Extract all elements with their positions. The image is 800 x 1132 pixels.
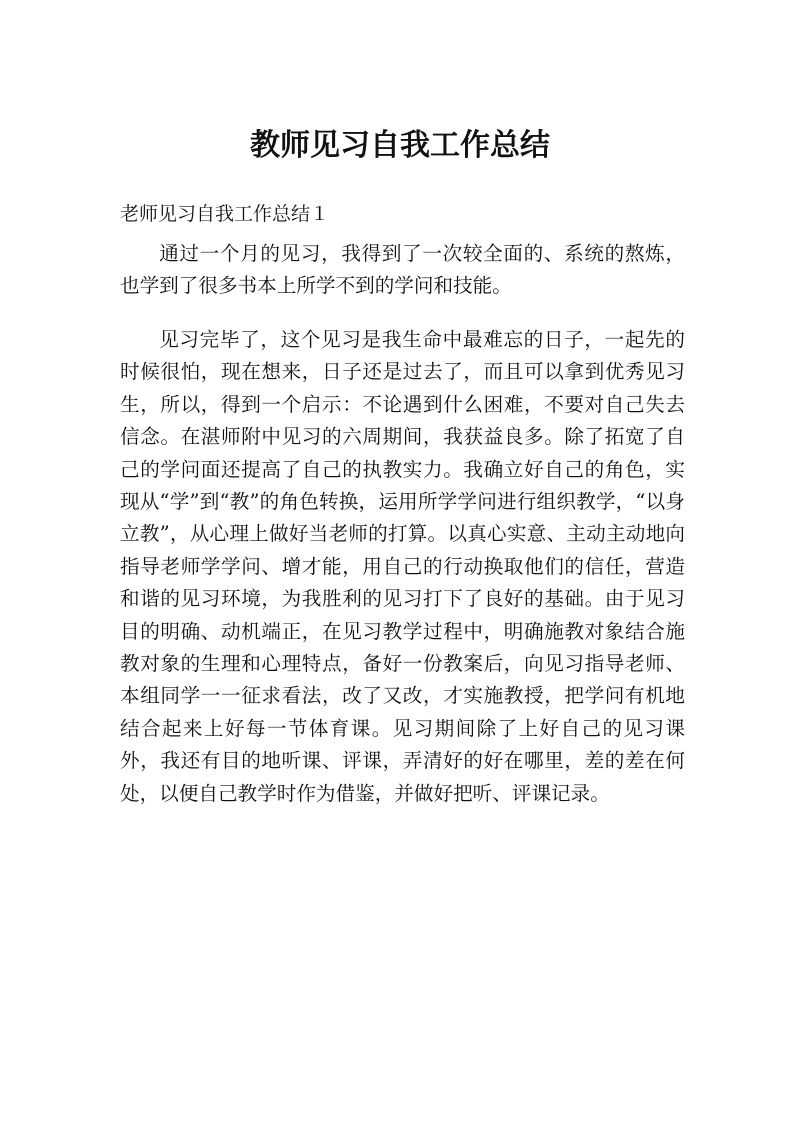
- section-heading: 老师见习自我工作总结１: [120, 203, 330, 225]
- document-title: 教师见习自我工作总结: [250, 128, 550, 163]
- paragraph-1: 通过一个月的见习，我得到了一次较全面的、系统的熬炼，也学到了很多书本上所学不到的学问和技能。: [120, 242, 685, 298]
- paragraph-2: 见习完毕了，这个见习是我生命中最难忘的日子，一起先的时候很怕，现在想来，日子还是过去了，而且可以拿到优秀见习生，所以，得到一个启示：不论遇到什么困难，不要对自己失去信念。在湛师附中见习的六周期间，我获益良多。除了拓宽了自己的学问面还提高了自己的执教实力。我确立好自己的角色，实现从“学”到“教”的角色转换，运用所学学问进行组织教学，“以身立教”，从心理上做好当老师的打算。以真心实意、主动主动地向指导老师学学问、增才能，用自己的行动换取他们的信任，营造和谐的见习环境，为我胜利的见习打下了良好的基础。由于见习目的明确、动机端正，在见习教学过程中，明确施教对象结合施教对象的生理和心理特点，备好一份教案后，向见习指导老师、本组同学一一征求看法，改了又改，才实施教授，把学问有机地结合起来上好每一节体育课。见习期间除了上好自己的见习课外，我还有目的地听课、评课，弄清好的好在哪里，差的差在何处，以便自己教学时作为借鉴，并做好把听、评课记录。: [120, 328, 685, 805]
